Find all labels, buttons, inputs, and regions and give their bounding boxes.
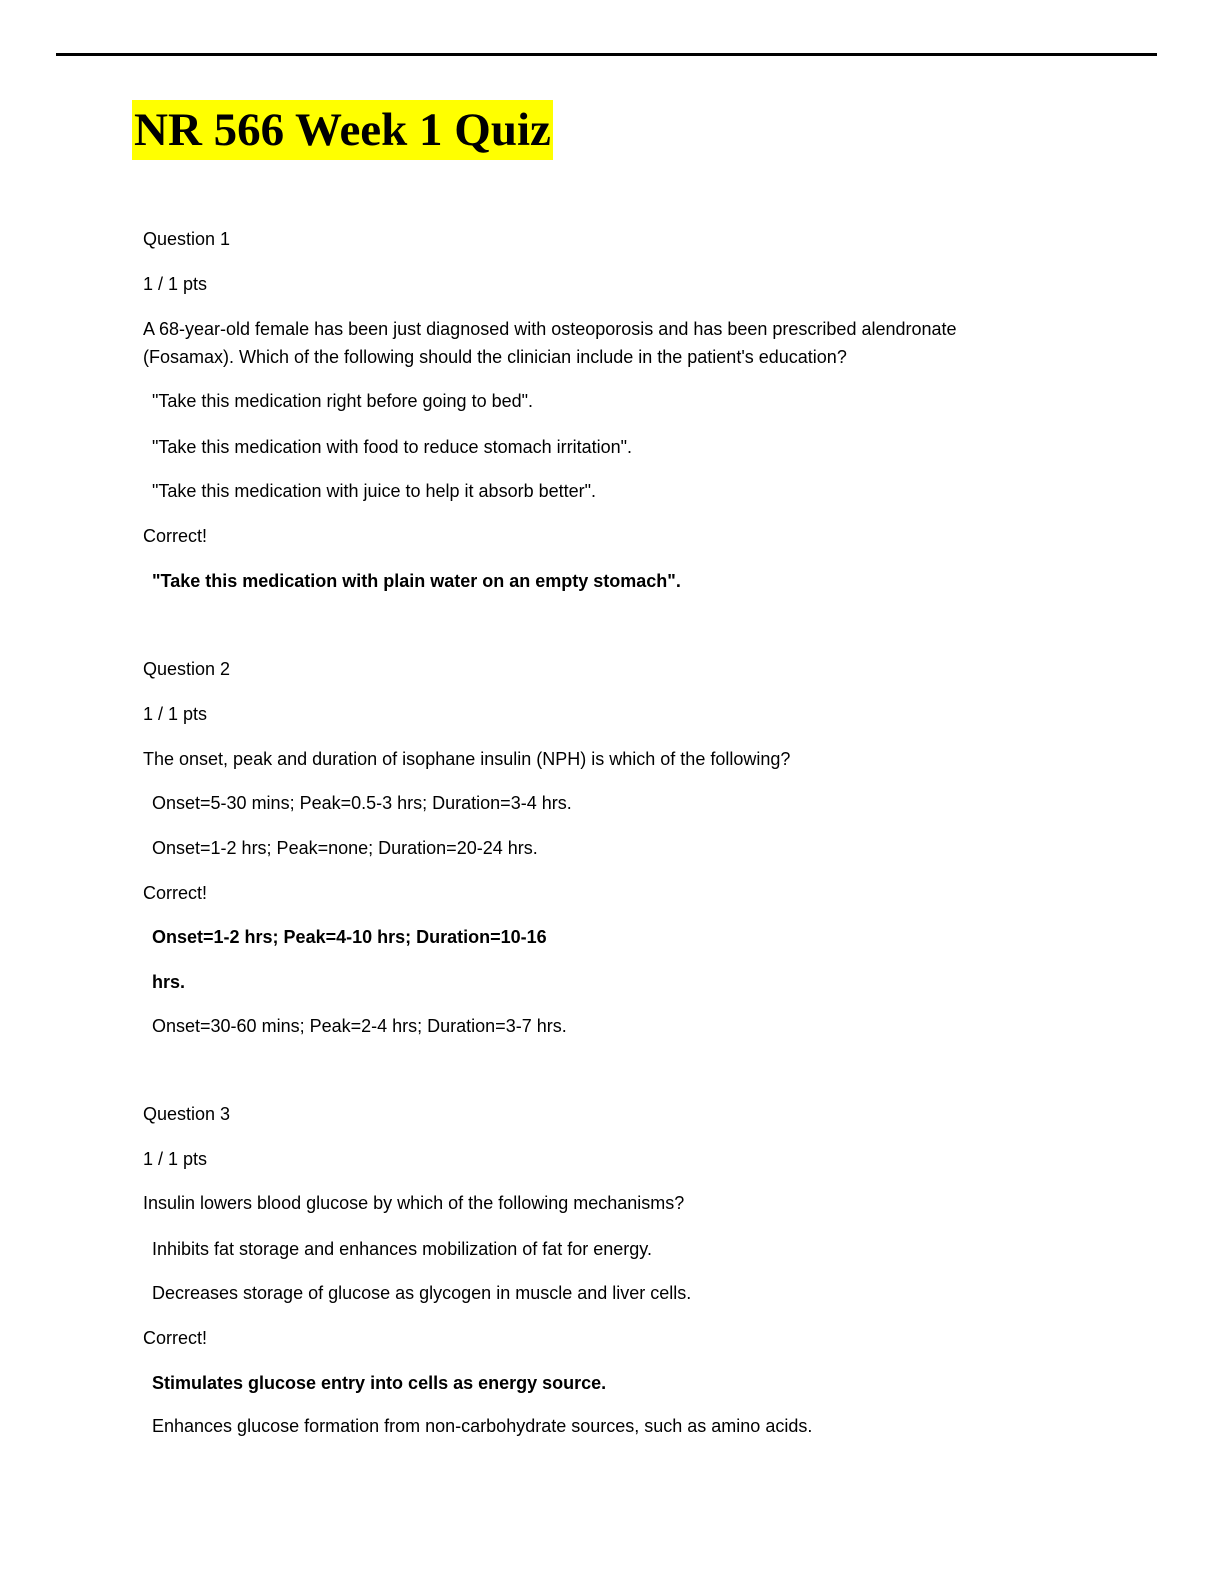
question-3-points: 1 / 1 pts: [143, 1149, 208, 1169]
question-1-option-3[interactable]: "Take this medication with juice to help it absorb better".: [152, 481, 597, 501]
question-3-option-2[interactable]: Decreases storage of glucose as glycogen in muscle and liver cells.: [152, 1283, 692, 1303]
question-3-option-4[interactable]: Enhances glucose formation from non-carbohydrate sources, such as amino acids.: [152, 1416, 813, 1436]
question-2-correct-label: Correct!: [143, 883, 208, 903]
question-3-prompt: Insulin lowers blood glucose by which of the following mechanisms?: [143, 1193, 685, 1213]
question-1-points: 1 / 1 pts: [143, 274, 208, 294]
question-2-option-1[interactable]: Onset=5-30 mins; Peak=0.5-3 hrs; Duration=3-4 hrs.: [152, 793, 572, 813]
question-1-correct-label: Correct!: [143, 526, 208, 546]
question-3-label: Question 3: [143, 1104, 231, 1124]
top-rule: [56, 53, 1157, 56]
question-2-points: 1 / 1 pts: [143, 704, 208, 724]
question-2-option-4[interactable]: Onset=30-60 mins; Peak=2-4 hrs; Duration=3-7 hrs.: [152, 1016, 567, 1036]
question-2-correct-answer-line-2[interactable]: hrs.: [152, 972, 186, 992]
question-2-option-2[interactable]: Onset=1-2 hrs; Peak=none; Duration=20-24 hrs.: [152, 838, 538, 858]
page-title: NR 566 Week 1 Quiz: [132, 100, 553, 160]
question-2-prompt: The onset, peak and duration of isophane insulin (NPH) is which of the following?: [143, 749, 791, 769]
question-3-correct-answer[interactable]: Stimulates glucose entry into cells as energy source.: [152, 1373, 607, 1393]
question-3-correct-label: Correct!: [143, 1328, 208, 1348]
question-1-prompt-line-1: A 68-year-old female has been just diagnosed with osteoporosis and has been prescribed alendronate: [143, 319, 957, 339]
question-1-label: Question 1: [143, 229, 231, 249]
question-1-prompt-line-2: (Fosamax). Which of the following should the clinician include in the patient's education?: [143, 347, 847, 367]
question-1-correct-answer[interactable]: "Take this medication with plain water on an empty stomach".: [152, 571, 681, 591]
question-1-option-2[interactable]: "Take this medication with food to reduce stomach irritation".: [152, 437, 633, 457]
question-1-option-1[interactable]: "Take this medication right before going to bed".: [152, 391, 534, 411]
question-2-label: Question 2: [143, 659, 231, 679]
question-3-option-1[interactable]: Inhibits fat storage and enhances mobilization of fat for energy.: [152, 1239, 652, 1259]
question-2-correct-answer-line-1[interactable]: Onset=1-2 hrs; Peak=4-10 hrs; Duration=10-16: [152, 927, 547, 947]
